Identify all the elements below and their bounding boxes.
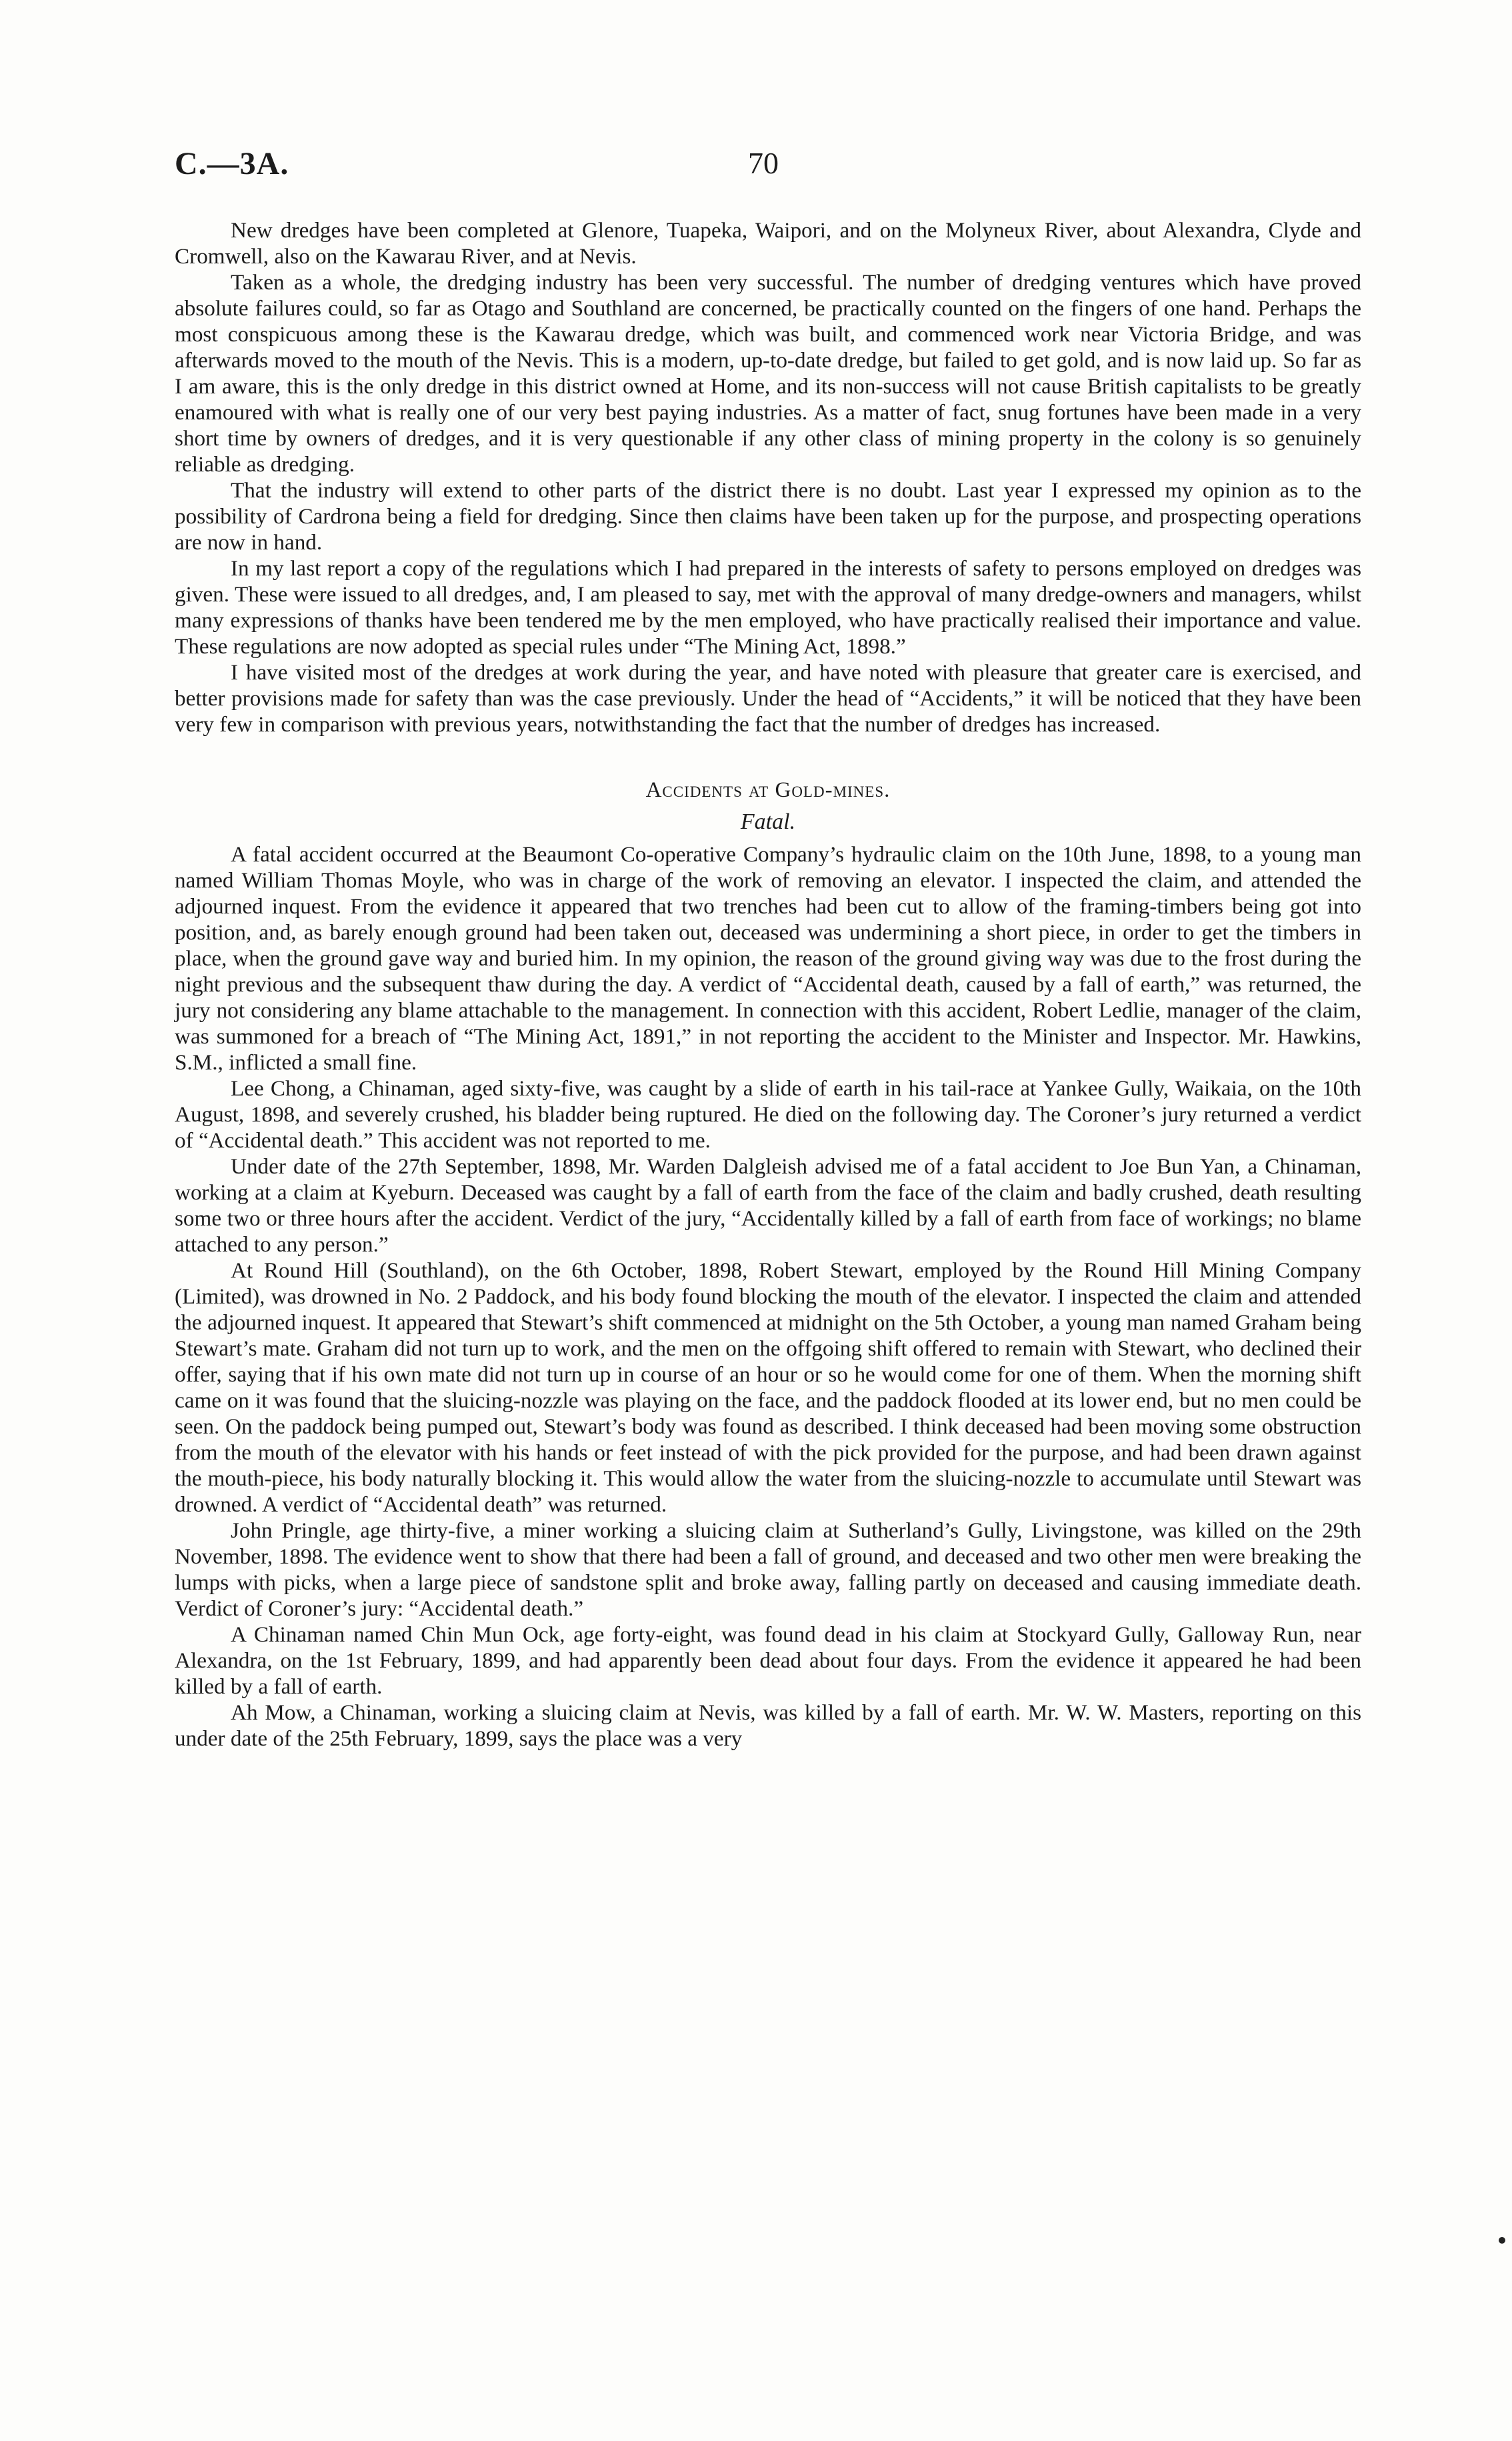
section-subheading: Fatal.: [740, 809, 796, 834]
document-reference: C.—3A.: [175, 146, 289, 181]
paragraph-accident-lee-chong: Lee Chong, a Chinaman, aged sixty-five, was caught by a slide of earth in his tail-race at Yankee Gully, Waikaia, on the 10th August, 1898, and severely crushed, his bladder being ruptured. He died on the following day. The Coroner’s jury returned a verdict of “Accidental death.” This accident was not reported to me.: [175, 1076, 1361, 1153]
page-header: [175, 145, 1361, 185]
page-number: 70: [748, 146, 779, 180]
paragraph-accident-pringle: John Pringle, age thirty-five, a miner working a sluicing claim at Sutherland’s Gully, Livingstone, was killed on the 29th November, 1898. The evidence went to show that there had been a fall of ground, and deceased and two other men were breaking the lumps with picks, when a large piece of sandstone split and broke away, falling partly on deceased and causing immediate death. Verdict of Coroner’s jury: “Accidental death.”: [175, 1518, 1361, 1621]
body-text: [175, 217, 1361, 1752]
paragraph-accident-chin-mun-ock: A Chinaman named Chin Mun Ock, age forty-eight, was found dead in his claim at Stockyard Gully, Galloway Run, near Alexandra, on the 1st February, 1899, and had apparently been dead about four days. From the evidence it appeared he had been killed by a fall of earth.: [175, 1622, 1361, 1699]
paragraph-dredging-success: Taken as a whole, the dredging industry has been very successful. The number of dredging ventures which have proved absolute failures could, so far as Otago and Southland are concerned, be practically counted on the fingers of one hand. Perhaps the most conspicuous among these is the Kawarau dredge, which was built, and commenced work near Victoria Bridge, and was afterwards moved to the mouth of the Nevis. This is a modern, up-to-date dredge, but failed to get gold, and is now laid up. So far as I am aware, this is the only dredge in this district owned at Home, and its non-success will not cause British capitalists to be greatly enamoured with what is really one of our very best paying industries. As a matter of fact, snug fortunes have been made in a very short time by owners of dredges, and it is very questionable if any other class of mining property in the colony is so genuinely reliable as dredging.: [175, 270, 1361, 477]
paragraph-accident-moyle: A fatal accident occurred at the Beaumont Co-operative Company’s hydraulic claim on the 10th June, 1898, to a young man named William Thomas Moyle, who was in charge of the work of removing an elevator. I inspected the claim, and attended the adjourned inquest. From the evidence it appeared that two trenches had been cut to allow of the framing-timbers being got into position, and, as barely enough ground had been taken out, deceased was undermining a short piece, in order to get the timbers in place, when the ground gave way and buried him. In my opinion, the reason of the ground giving way was due to the frost during the night previous and the subsequent thaw during the day. A verdict of “Accidental death, caused by a fall of earth,” was returned, the jury not considering any blame attachable to the management. In connection with this accident, Robert Ledlie, manager of the claim, was summoned for a breach of “The Mining Act, 1891,” in not reporting the accident to the Minister and Inspector. Mr. Hawkins, S.M., inflicted a small fine.: [175, 842, 1361, 1075]
paragraph-accident-joe-bun-yan: Under date of the 27th September, 1898, Mr. Warden Dalgleish advised me of a fatal accident to Joe Bun Yan, a Chinaman, working at a claim at Kyeburn. Deceased was caught by a fall of earth from the face of the claim and badly crushed, death resulting some two or three hours after the accident. Verdict of the jury, “Accidentally killed by a fall of earth from face of workings; no blame attached to any person.”: [175, 1154, 1361, 1257]
paragraph-dredge-visits: I have visited most of the dredges at work during the year, and have noted with pleasure that greater care is exercised, and better provisions made for safety than was the case previously. Under the head of “Accidents,” it will be noticed that they have been very few in comparison with previous years, notwithstanding the fact that the number of dredges has increased.: [175, 660, 1361, 737]
section-heading: Accidents at Gold-mines.: [645, 778, 891, 802]
paragraph-accident-stewart: At Round Hill (Southland), on the 6th October, 1898, Robert Stewart, employed by the Round Hill Mining Company (Limited), was drowned in No. 2 Paddock, and his body found blocking the mouth of the elevator. I inspected the claim and attended the adjourned inquest. It appeared that Stewart’s shift commenced at midnight on the 5th October, a young man named Graham being Stewart’s mate. Graham did not turn up to work, and the men on the offgoing shift offered to remain with Stewart, who declined their offer, saying that if his own mate did not turn up in course of an hour or so he would come for one of them. When the morning shift came on it was found that the sluicing-nozzle was playing on the face, and the paddock flooded at its lower end, but no men could be seen. On the paddock being pumped out, Stewart’s body was found as described. I think deceased had been moving some obstruction from the mouth of the elevator with his hands or feet instead of with the pick provided for the purpose, and had been drawn against the mouth-piece, his body naturally blocking it. This would allow the water from the sluicing-nozzle to accumulate until Stewart was drowned. A verdict of “Accidental death” was returned.: [175, 1258, 1361, 1517]
paragraph-new-dredges: New dredges have been completed at Glenore, Tuapeka, Waipori, and on the Molyneux River, about Alexandra, Clyde and Cromwell, also on the Kawarau River, and at Nevis.: [175, 218, 1361, 269]
paragraph-accident-ah-mow: Ah Mow, a Chinaman, working a sluicing claim at Nevis, was killed by a fall of earth. Mr. W. W. Masters, reporting on this under date of the 25th February, 1899, says the place was a very: [175, 1700, 1361, 1751]
paragraph-regulations: In my last report a copy of the regulations which I had prepared in the interests of safety to persons employed on dredges was given. These were issued to all dredges, and, I am pleased to say, met with the approval of many dredge-owners and managers, whilst many expressions of thanks have been tendered me by the men employed, who have practically realised their importance and value. These regulations are now adopted as special rules under “The Mining Act, 1898.”: [175, 556, 1361, 659]
margin-mark: [1499, 2237, 1505, 2244]
paragraph-industry-extension: That the industry will extend to other parts of the district there is no doubt. Last year I expressed my opinion as to the possibility of Cardrona being a field for dredging. Since then claims have been taken up for the purpose, and prospecting operations are now in hand.: [175, 478, 1361, 555]
